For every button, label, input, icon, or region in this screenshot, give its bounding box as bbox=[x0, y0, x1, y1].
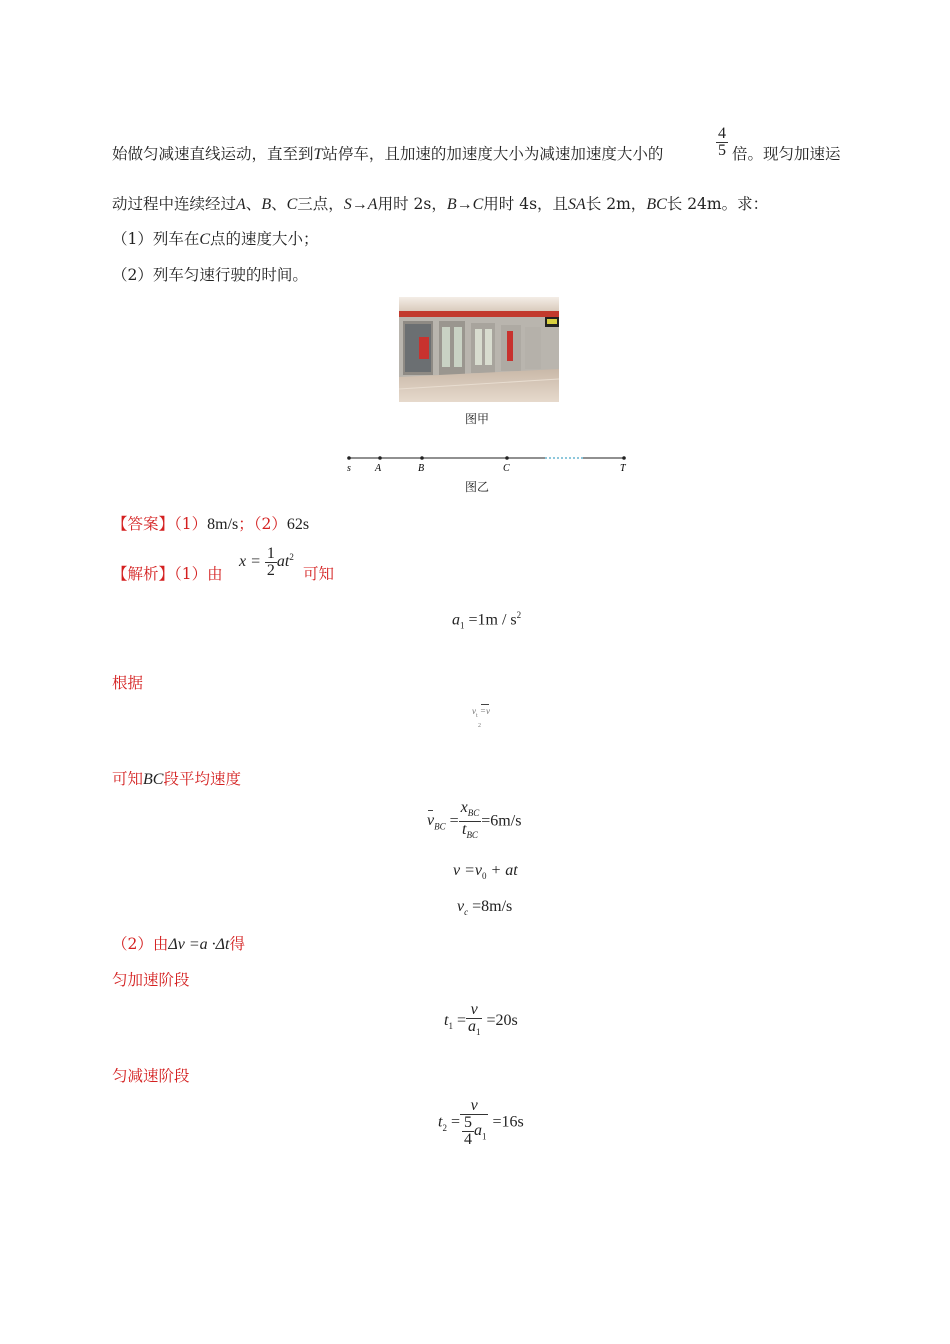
eq-num-sub: BC bbox=[467, 808, 480, 819]
text: 站停车，且加速的加速度大小为减速加速度大小的 bbox=[322, 145, 664, 163]
eq-rhs: =6m/s bbox=[481, 812, 522, 830]
label-s: s bbox=[347, 463, 351, 474]
symbol-SA: SA bbox=[568, 196, 586, 213]
eq-lhs: v =v bbox=[453, 862, 482, 879]
eq-inner-den: 4 bbox=[463, 1131, 472, 1148]
eq-rhs: =1m / s bbox=[468, 611, 517, 629]
question-1 bbox=[112, 229, 319, 250]
answer-part-1-label: （1） bbox=[174, 515, 208, 533]
equation-t2: $t_2$ = v $\frac{5}{4}$ $a_1$ =16s bbox=[438, 1097, 524, 1148]
eq-den-sub: BC bbox=[466, 830, 478, 841]
figure-caption-2: 图乙 bbox=[465, 480, 490, 494]
symbol-C: C bbox=[199, 231, 211, 248]
eq-t: t bbox=[438, 1113, 443, 1131]
eq-rhs: =v bbox=[479, 706, 490, 716]
label-C: C bbox=[503, 463, 510, 474]
point-A bbox=[378, 456, 382, 460]
fraction-denominator: 5 bbox=[718, 142, 726, 159]
segment-B-C: B→C bbox=[446, 196, 484, 213]
analysis-label: 【解析】 bbox=[112, 565, 175, 583]
eq-rhs: + at bbox=[490, 862, 518, 879]
text: 长 2m， bbox=[585, 195, 647, 213]
symbol-C: C bbox=[286, 196, 298, 213]
eq-num: v bbox=[470, 1001, 478, 1018]
question-2: （2）列车匀速行驶的时间。 bbox=[112, 266, 308, 284]
subway-platform-photo bbox=[399, 297, 559, 402]
text: （1）列车在 bbox=[112, 230, 200, 248]
symbol-A: A bbox=[236, 196, 246, 213]
fraction-4-5 bbox=[716, 126, 728, 159]
eq-num: v bbox=[470, 1097, 478, 1114]
eq-rhs: at bbox=[276, 553, 290, 571]
equation-vbc: $v_{BC}$ = $\frac{x_{BC}}{t_{BC}}$ =6m/s bbox=[427, 799, 522, 841]
eq-v: v bbox=[457, 898, 465, 915]
analysis-according: 根据 bbox=[112, 674, 144, 692]
eq-den: a bbox=[467, 1018, 476, 1035]
answer-separator: ； bbox=[238, 515, 254, 533]
text: 可知 bbox=[112, 770, 144, 788]
text: （2）由 bbox=[112, 935, 169, 953]
eq-sub: BC bbox=[434, 821, 446, 832]
analysis-known: 可知 bbox=[303, 565, 335, 583]
eq-den-sub: 1 bbox=[475, 1027, 481, 1038]
eq-den-sub: 1 bbox=[481, 1131, 487, 1142]
fraction-numerator: 4 bbox=[718, 125, 726, 142]
answer-line bbox=[112, 514, 309, 535]
eq-t: t bbox=[444, 1011, 449, 1029]
eq-exponent: 2 bbox=[516, 610, 522, 620]
eq-frac-den: 2 bbox=[266, 562, 275, 579]
eq-lhs: x = bbox=[239, 553, 261, 571]
analysis-part-2 bbox=[112, 934, 245, 955]
eq-sub-2: 2 bbox=[478, 722, 481, 729]
stage-accelerate: 匀加速阶段 bbox=[112, 971, 190, 989]
eq-sub: c bbox=[464, 907, 469, 918]
eq-sub: 0 bbox=[482, 871, 487, 882]
symbol-T: T bbox=[313, 146, 323, 163]
eq-num: x bbox=[460, 799, 468, 816]
problem-line-1-end: 倍。现匀加速运 bbox=[732, 145, 841, 163]
text: 段平均速度 bbox=[163, 770, 241, 788]
eq-a: a bbox=[452, 611, 460, 629]
stage-decelerate: 匀减速阶段 bbox=[112, 1067, 190, 1085]
text: 得 bbox=[229, 935, 246, 953]
eq-rhs: =20s bbox=[486, 1011, 518, 1029]
eq-v: v bbox=[472, 706, 476, 716]
text: 、 bbox=[245, 195, 262, 213]
label-A: A bbox=[375, 463, 382, 474]
equation-t1: $t_1$ = $\frac{v}{a_1}$ =20s bbox=[444, 1001, 518, 1038]
symbol-B: B bbox=[261, 196, 272, 213]
text: 始做匀减速直线运动，直至到 bbox=[112, 145, 314, 163]
equation-velocity bbox=[453, 862, 518, 881]
eq-den: t bbox=[461, 821, 467, 839]
text: 三点， bbox=[297, 195, 344, 213]
text: 长 24m。求： bbox=[666, 195, 769, 213]
answer-part-2-value: 62s bbox=[286, 516, 310, 533]
text: 动过程中连续经过 bbox=[112, 195, 237, 213]
figure-caption-1: 图甲 bbox=[465, 412, 490, 426]
point-s bbox=[347, 456, 351, 460]
eq-sub: 1 bbox=[460, 620, 465, 631]
equation-a1 bbox=[452, 610, 521, 631]
eq-delta: Δv =a ·Δt bbox=[168, 936, 230, 953]
track-diagram bbox=[340, 450, 640, 476]
text: 用时 4s，且 bbox=[483, 195, 569, 213]
answer-part-1-value: 8m/s bbox=[207, 516, 239, 533]
eq-den-a: a bbox=[473, 1122, 482, 1140]
point-B bbox=[420, 456, 424, 460]
eq-sub: 1 bbox=[448, 1020, 453, 1031]
eq-frac-num: 1 bbox=[266, 545, 275, 562]
point-T bbox=[622, 456, 626, 460]
symbol-BC: BC bbox=[143, 771, 164, 788]
equation-mid-velocity bbox=[472, 706, 490, 731]
eq-vbar: v bbox=[427, 812, 435, 830]
eq-exponent: 2 bbox=[289, 551, 294, 562]
analysis-bc bbox=[112, 769, 241, 790]
point-C bbox=[505, 456, 509, 460]
segment-S-A: S→A bbox=[343, 196, 378, 213]
label-T: T bbox=[620, 463, 626, 474]
label-B: B bbox=[418, 463, 425, 474]
eq-sub: t bbox=[476, 712, 478, 719]
eq-rhs: =8m/s bbox=[472, 898, 513, 915]
equation-displacement bbox=[239, 546, 294, 579]
text: 、 bbox=[271, 195, 287, 213]
answer-part-2-label: （2） bbox=[253, 515, 287, 533]
equation-vc bbox=[457, 898, 512, 917]
eq-inner-num: 5 bbox=[463, 1114, 472, 1131]
text: 点的速度大小； bbox=[210, 230, 319, 248]
problem-line-2 bbox=[112, 194, 768, 215]
symbol-BC: BC bbox=[646, 196, 667, 213]
answer-label: 【答案】 bbox=[112, 515, 175, 533]
text: 用时 2s， bbox=[377, 195, 447, 213]
problem-line-1 bbox=[112, 144, 663, 165]
analysis-part-1-intro: （1）由 bbox=[174, 565, 223, 583]
eq-sub: 2 bbox=[442, 1122, 447, 1133]
analysis-intro bbox=[112, 564, 223, 584]
eq-rhs: =16s bbox=[492, 1113, 524, 1131]
